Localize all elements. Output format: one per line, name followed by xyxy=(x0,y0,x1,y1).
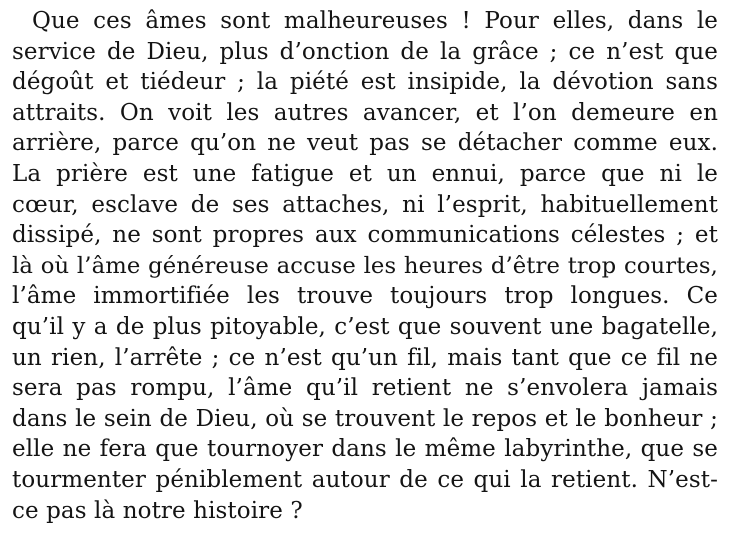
text-line: là où l’âme généreuse accuse les heures d’être trop courtes, xyxy=(12,252,718,279)
text-line: un rien, l’arrête ; ce n’est qu’un fil, mais tant que ce fil ne xyxy=(12,344,718,371)
text-line: l’âme immortifiée les trouve toujours trop longues. Ce xyxy=(12,283,718,310)
text-line: ce pas là notre histoire ? xyxy=(12,497,303,524)
text-line: tourmenter péniblement autour de ce qui la retient. N’est- xyxy=(12,466,718,493)
text-line: attraits. On voit les autres avancer, et l’on demeure en xyxy=(12,99,718,126)
text-line: Que ces âmes sont malheureuses ! Pour elles, dans le xyxy=(32,8,718,34)
text-line: service de Dieu, plus d’onction de la grâce ; ce n’est que xyxy=(12,38,718,65)
text-line: elle ne fera que tournoyer dans le même labyrinthe, que se xyxy=(12,436,718,463)
text-line: dissipé, ne sont propres aux communications célestes ; et xyxy=(12,222,718,249)
body-paragraph xyxy=(12,6,718,526)
text-line: La prière est une fatigue et un ennui, parce que ni le xyxy=(12,160,718,187)
text-line: dans le sein de Dieu, où se trouvent le repos et le bonheur ; xyxy=(12,405,718,432)
text-line: sera pas rompu, l’âme qu’il retient ne s’envolera jamais xyxy=(12,375,718,402)
text-line: arrière, parce qu’on ne veut pas se détacher comme eux. xyxy=(12,130,718,157)
text-line: qu’il y a de plus pitoyable, c’est que souvent une bagatelle, xyxy=(12,313,718,340)
text-line: dégoût et tiédeur ; la piété est insipide, la dévotion sans xyxy=(12,69,718,96)
text-line: cœur, esclave de ses attaches, ni l’esprit, habituellement xyxy=(12,191,718,218)
